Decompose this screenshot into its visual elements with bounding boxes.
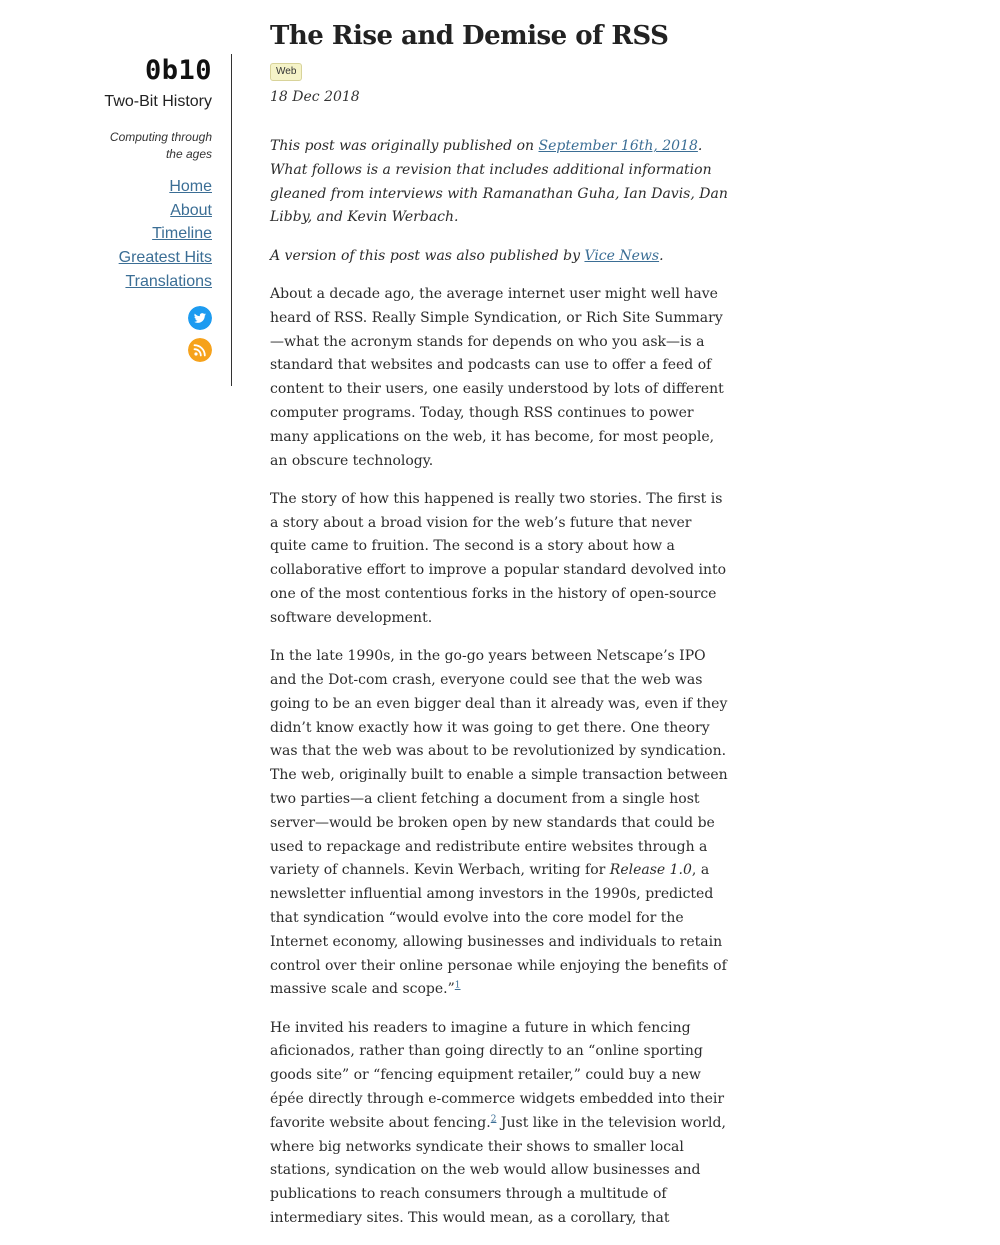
site-logo[interactable]: 0b10 xyxy=(144,55,212,86)
paragraph-1: About a decade ago, the average internet user might well have heard of RSS. Really Simple Syndication, or Rich Site Summary—what the acronym stands for depends on who you ask—is a standard that websites and podcasts can use to offer a feed of content to their users, one easily understood by lots of different computer programs. Today, though RSS continues to power many applications on the web, it has become, for most people, an obscure technology. xyxy=(270,285,724,469)
site-name[interactable]: Two-Bit History xyxy=(104,93,212,110)
site-tagline: Computing through the ages xyxy=(109,130,212,161)
nav-home-link[interactable]: Home xyxy=(169,178,212,195)
post-tag[interactable]: Web xyxy=(270,63,302,81)
original-date-link[interactable]: September 16th, 2018 xyxy=(538,138,698,154)
intro-paragraph: This post was originally published on September 16th, 2018. What follows is a revision that includes additional information gleaned from interviews with Ramanathan Guha, Ian Davis, Dan Libby, and Kevin Werbach. xyxy=(270,138,728,226)
paragraph-3: In the late 1990s, in the go-go years between Netscape’s IPO and the Dot-com crash, everyone could see that the web was going to be an even bigger deal than it already was, even if they didn’t know exactly how it was going to get there. One theory was that the web was about to be revolutionized by syndication. The web, originally built to enable a simple transaction between two parties—a client fetching a document from a single host server—would be broken open by new standards that could be used to repackage and redistribute entire websites through a variety of channels. Kevin Werbach, writing for Release 1.0, a newsletter influential among investors in the 1990s, predicted that syndication “would evolve into the core model for the Internet economy, allowing businesses and individuals to retain control over their online personae while enjoying the benefits of massive scale and scope.”$^1$ xyxy=(270,648,728,998)
rss-icon[interactable] xyxy=(188,338,212,362)
nav-about-link[interactable]: About xyxy=(170,201,212,219)
vice-news-link[interactable]: Vice News xyxy=(584,247,660,264)
nav-translations-link[interactable]: Translations xyxy=(125,272,212,290)
vice-paragraph: A version of this post was also published by Vice News. xyxy=(270,247,664,264)
nav-greatest-hits-link[interactable]: Greatest Hits xyxy=(118,249,212,267)
footnote-1-link[interactable]: 1 xyxy=(454,980,461,991)
release-title: Release 1.0 xyxy=(609,862,692,879)
footnote-2-link[interactable]: 2 xyxy=(490,1114,497,1125)
post-date: 18 Dec 2018 xyxy=(270,89,360,105)
paragraph-4: He invited his readers to imagine a future in which fencing aficionados, rather than going directly to an “online sporting goods site” or “fencing equipment retailer,” could buy a new épée directly through e-commerce widgets embedded into their favorite website about fencing.$^2$ Just like in the television world, where big networks syndicate their shows to smaller local stations, syndication on the web would allow businesses and publications to reach consumers through a multitude of intermediary sites. This would mean, as a corollary, that xyxy=(270,1019,726,1226)
post-title: The Rise and Demise of RSS xyxy=(270,21,669,51)
post-body xyxy=(270,135,732,1231)
nav-timeline-link[interactable]: Timeline xyxy=(152,225,212,243)
post xyxy=(270,14,732,1245)
sidebar xyxy=(0,54,232,386)
social-links xyxy=(0,306,212,362)
twitter-icon[interactable] xyxy=(188,306,212,330)
paragraph-2: The story of how this happened is really two stories. The first is a story about a broad vision for the web’s future that never quite came to fruition. The second is a story about how a collaborative effort to improve a popular standard devolved into one of the most contentious forks in the history of open-source software development. xyxy=(270,490,727,626)
site-nav xyxy=(0,175,212,294)
